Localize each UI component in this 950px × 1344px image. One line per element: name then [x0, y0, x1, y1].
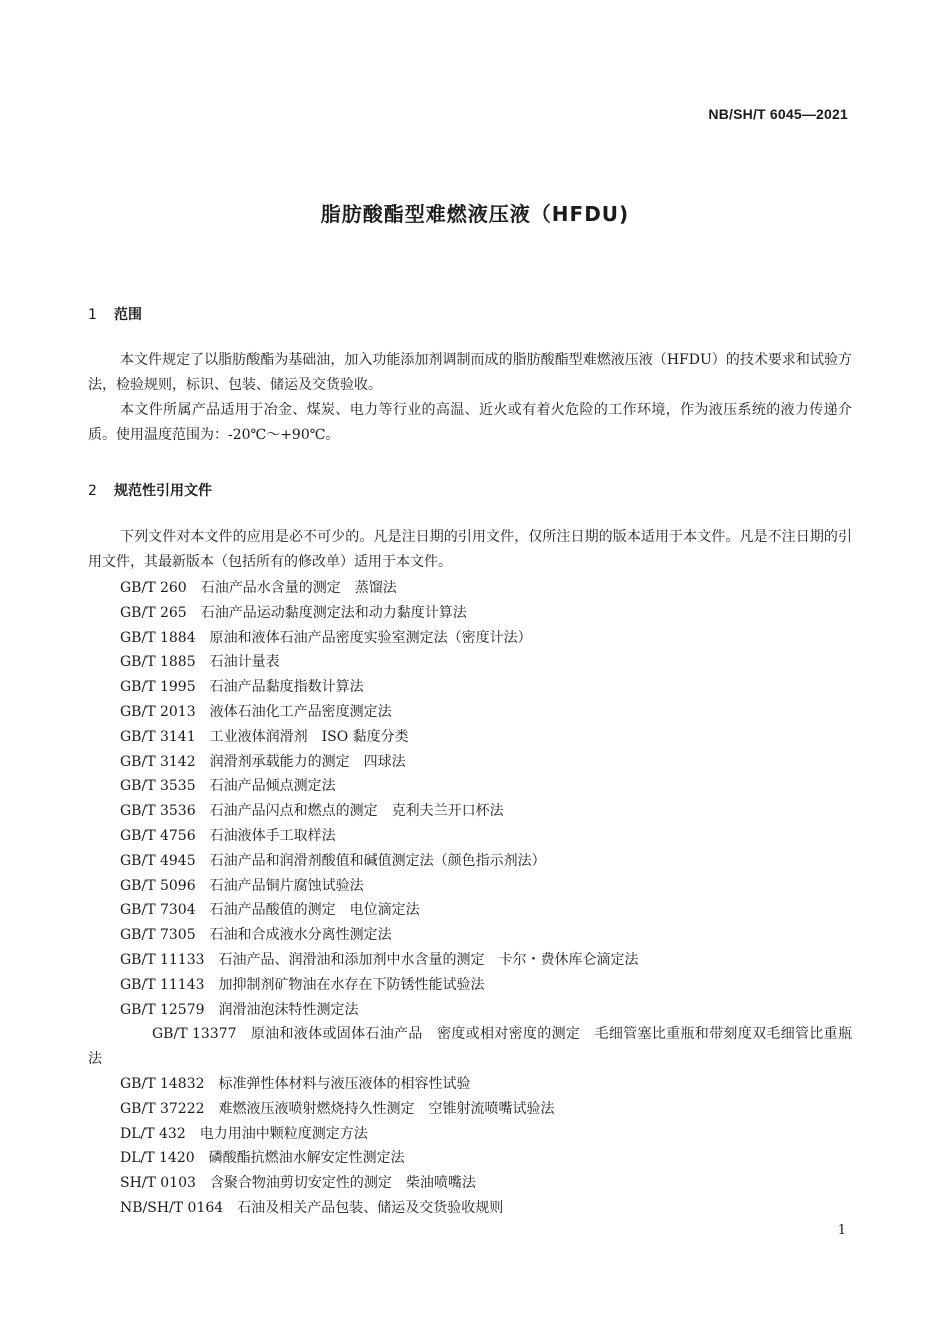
reference-code: GB/T 5096 [120, 877, 196, 894]
reference-title: 工业液体润滑剂 ISO 黏度分类 [209, 728, 409, 745]
reference-title: 原油和液体或固体石油产品 密度或相对密度的测定 毛细管塞比重瓶和带刻度双毛细管比重瓶法 [88, 1026, 852, 1068]
reference-item [88, 1196, 852, 1221]
reference-item [88, 1097, 852, 1122]
reference-code: GB/T 11143 [120, 976, 205, 993]
reference-code: DL/T 432 [120, 1125, 186, 1142]
section-heading-scope [88, 304, 142, 324]
reference-title: 石油产品和润滑剂酸值和碱值测定法（颜色指示剂法） [209, 852, 546, 869]
reference-title: 润滑剂承载能力的测定 四球法 [209, 753, 406, 770]
reference-title: 石油产品铜片腐蚀试验法 [209, 877, 364, 894]
reference-item [88, 626, 852, 651]
reference-item [88, 1072, 852, 1097]
reference-item [88, 799, 852, 824]
reference-item [88, 923, 852, 948]
reference-item [88, 973, 852, 998]
document-title: 脂肪酸酯型难燃液压液（HFDU) [320, 202, 630, 226]
reference-code: GB/T 4945 [120, 852, 196, 869]
section-heading-normative-references [88, 480, 212, 500]
reference-item [88, 725, 852, 750]
reference-title: 润滑油泡沫特性测定法 [218, 1001, 359, 1018]
section-title: 规范性引用文件 [114, 483, 212, 499]
reference-title: 含聚合物油剪切安定性的测定 柴油喷嘴法 [209, 1175, 476, 1192]
reference-code: GB/T 1885 [120, 654, 196, 671]
reference-list [88, 576, 852, 1221]
reference-item [88, 898, 852, 923]
reference-code: GB/T 3536 [120, 803, 196, 820]
references-intro-paragraph: 下列文件对本文件的应用是必不可少的。凡是注日期的引用文件，仅所注日期的版本适用于本文件。凡是不注日期的引用文件，其最新版本（包括所有的修改单）适用于本文件。 [88, 529, 852, 570]
reference-title: 石油和合成液水分离性测定法 [209, 927, 392, 944]
reference-code: GB/T 37222 [120, 1100, 205, 1117]
reference-code: SH/T 0103 [120, 1175, 196, 1192]
reference-item [88, 948, 852, 973]
reference-code: GB/T 3142 [120, 753, 196, 770]
reference-code: GB/T 1995 [120, 679, 196, 696]
reference-title: 电力用油中颗粒度测定方法 [199, 1125, 368, 1142]
reference-code: GB/T 3141 [120, 728, 196, 745]
reference-code: NB/SH/T 0164 [120, 1199, 224, 1216]
page-number: 1 [837, 1223, 846, 1238]
reference-code: GB/T 1884 [120, 629, 196, 646]
reference-title: 加抑制剂矿物油在水存在下防锈性能试验法 [218, 976, 485, 993]
reference-item [88, 601, 852, 626]
reference-title: 石油产品闪点和燃点的测定 克利夫兰开口杯法 [209, 803, 504, 820]
reference-title: 标准弹性体材料与液压液体的相容性试验 [218, 1075, 471, 1092]
reference-item [88, 774, 852, 799]
reference-item [88, 1171, 852, 1196]
reference-code: GB/T 14832 [120, 1075, 205, 1092]
reference-title: 液体石油化工产品密度测定法 [209, 703, 392, 720]
reference-item [88, 1022, 852, 1072]
reference-code: GB/T 7304 [120, 902, 196, 919]
reference-code: GB/T 3535 [120, 778, 196, 795]
reference-title: 磷酸酯抗燃油水解安定性测定法 [208, 1150, 405, 1167]
reference-title: 石油液体手工取样法 [209, 827, 336, 844]
reference-item [88, 700, 852, 725]
reference-code: GB/T 7305 [120, 927, 196, 944]
reference-title: 石油产品运动黏度测定法和动力黏度计算法 [200, 604, 467, 621]
document-code: NB/SH/T 6045—2021 [708, 106, 848, 122]
reference-code: DL/T 1420 [120, 1150, 195, 1167]
reference-item [88, 1146, 852, 1171]
reference-title: 石油产品倾点测定法 [209, 778, 336, 795]
reference-item [88, 824, 852, 849]
reference-code: GB/T 11133 [120, 951, 205, 968]
reference-item [88, 1122, 852, 1147]
reference-item [88, 576, 852, 601]
reference-code: GB/T 12579 [120, 1001, 205, 1018]
reference-title: 难燃液压液喷射燃烧持久性测定 空锥射流喷嘴试验法 [218, 1100, 555, 1117]
reference-title: 石油及相关产品包装、储运及交货验收规则 [237, 1199, 504, 1216]
reference-item [88, 675, 852, 700]
reference-code: GB/T 13377 [152, 1026, 237, 1043]
reference-code: GB/T 265 [120, 604, 187, 621]
reference-code: GB/T 260 [120, 580, 187, 596]
reference-title: 原油和液体石油产品密度实验室测定法（密度计法） [209, 629, 532, 646]
reference-code: GB/T 4756 [120, 827, 196, 844]
reference-title: 石油产品酸值的测定 电位滴定法 [209, 902, 420, 919]
reference-code: GB/T 2013 [120, 703, 196, 720]
reference-item [88, 750, 852, 775]
reference-title: 石油产品黏度指数计算法 [209, 679, 364, 696]
reference-item [88, 874, 852, 899]
reference-title: 石油产品水含量的测定 蒸馏法 [200, 580, 397, 596]
section-title: 范围 [114, 307, 142, 323]
section-number: 2 [88, 483, 97, 499]
section-number: 1 [88, 307, 97, 323]
reference-title: 石油产品、润滑油和添加剂中水含量的测定 卡尔・费休库仑滴定法 [218, 951, 639, 968]
scope-paragraph-2: 本文件所属产品适用于冶金、煤炭、电力等行业的高温、近火或有着火危险的工作环境，作为液压系统的液力传递介质。使用温度范围为：-20℃～+90℃。 [88, 402, 852, 443]
reference-item [88, 650, 852, 675]
reference-title: 石油计量表 [209, 654, 280, 671]
scope-paragraph-1: 本文件规定了以脂肪酸酯为基础油，加入功能添加剂调制而成的脂肪酸酯型难燃液压液（HFDU）的技术要求和试验方法，检验规则，标识、包装、储运及交货验收。 [88, 352, 852, 393]
reference-item [88, 849, 852, 874]
reference-item [88, 998, 852, 1023]
